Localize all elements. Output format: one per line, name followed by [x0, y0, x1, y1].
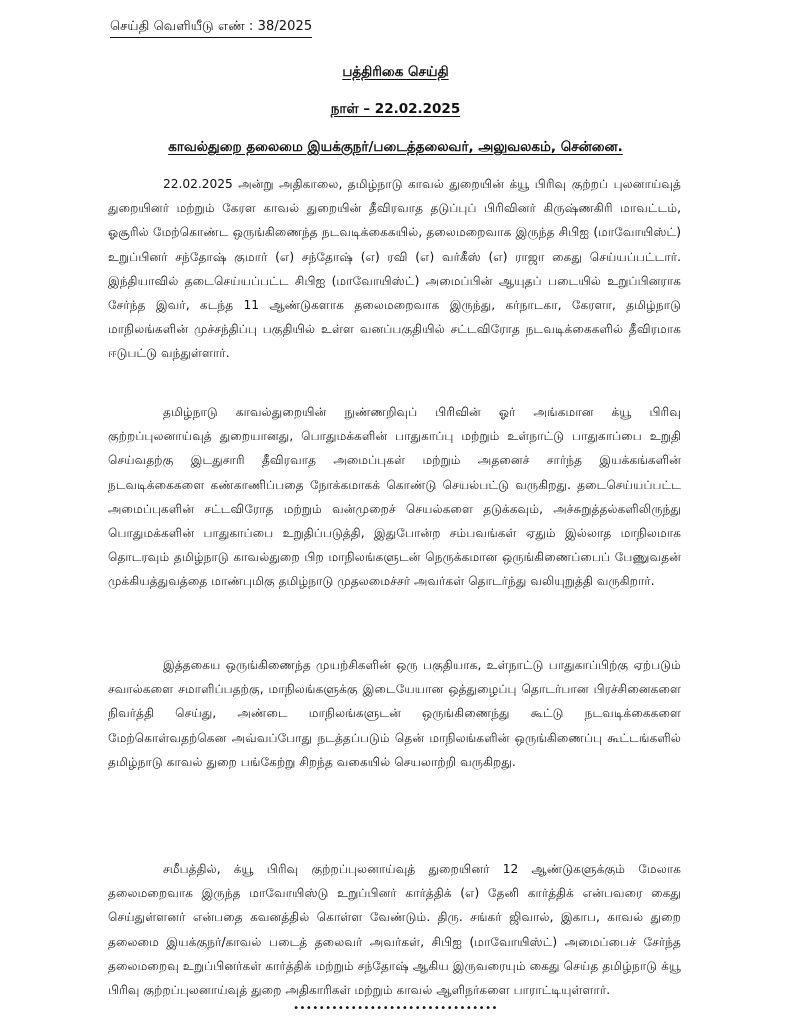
end-of-document-mark: ••••••••••••••••••••••••••••••••	[293, 1003, 498, 1014]
release-number-line	[110, 19, 312, 35]
paragraph-1: 22.02.2025 அன்று அதிகாலை, தமிழ்நாடு காவல் துறையின் க்யூ பிரிவு குற்றப் புலனாய்வுத் துறையினர் மற்றும் கேரள காவல் துறையின் தீவிரவாத தடுப்புப் பிரிவினர் கிருஷ்ணகிரி மாவட்டம், ஓசூரில் மேற்கொண்ட ஒருங்கிணைந்த நடவடிக்கைகயில், தலைமறைவாக இருந்த சிபிஐ (மாவோயிஸ்ட்) உறுப்பினர் சந்தோஷ் குமார் (எ) சந்தோஷ் (எ) ரவி (எ) வர்கீஸ் (எ) ராஜா கைது செய்யப்பட்டார். இந்தியாவில் தடைசெய்யப்பட்ட சிபிஐ (மாவோயிஸ்ட்) அமைப்பின் ஆயுதப் படையில் உறுப்பினராக சேர்ந்த இவர், கடந்த 11 ஆண்டுகளாக தலைமறைவாக இருந்து, கர்நாடகா, கேரளா, தமிழ்நாடு மாநிலங்களின் முச்சந்திப்பு பகுதியில் உள்ள வனப்பகுதியில் சட்டவிரோத நடவடிக்கைகளில் தீவிரமாக ஈடுபட்டு வந்துள்ளார்.	[108, 177, 681, 361]
office-line-text: காவல்துறை தலைமை இயக்குநர்/படைத்தலைவர், அலுவலகம், சென்னை.	[168, 139, 623, 155]
paragraph-2: தமிழ்நாடு காவல்துறையின் நுண்ணறிவுப் பிரிவின் ஓர் அங்கமான க்யூ பிரிவு குற்றப்புலனாய்வுத் துறையானது, பொதுமக்களின் பாதுகாப்பு மற்றும் உள்நாட்டு பாதுகாப்பை உறுதி செய்வதற்கு இடதுசாரி தீவிரவாத அமைப்புகள் மற்றும் அதனைச் சார்ந்த இயக்கங்களின் நடவடிக்கைகளை கண்காணிப்பதை நோக்கமாகக் கொண்டு செயல்பட்டு வருகிறது. தடைசெய்யப்பட்ட அமைப்புகளின் சட்டவிரோத மற்றும் வன்முறைச் செயல்களை தடுக்கவும், அச்சுறுத்தல்களிலிருந்து பொதுமக்களின் பாதுகாப்பை உறுதிப்படுத்தி, இதுபோன்ற சம்பவங்கள் ஏதும் இல்லாத மாநிலமாக தொடரவும் தமிழ்நாடு காவல்துறை பிற மாநிலங்களுடன் நெருக்கமான ஒருங்கிணைப்பைப் பேணுவதன் முக்கியத்துவத்தை மாண்புமிகு தமிழ்நாடு முதலமைச்சர் அவர்கள் தொடர்ந்து வலியுறுத்தி வருகிறார்.	[108, 405, 681, 589]
paragraph-4: சமீபத்தில், க்யூ பிரிவு குற்றப்புலனாய்வுத் துறையினர் 12 ஆண்டுகளுக்கும் மேலாக தலைமறைவாக இருந்த மாவோயிஸ்டு உறுப்பினர் கார்த்திக் (எ) தேனி கார்த்திக் என்பவரை கைது செய்துள்ளனர் என்பதை கவனத்தில் கொள்ள வேண்டும். திரு. சங்கர் ஜிவால், இகாப, காவல் துறை தலைமை இயக்குநர்/காவல் படைத் தலைவர் அவர்கள், சிபிஐ (மாவோயிஸ்ட்) அமைப்பைச் சேர்ந்த தலைமறைவு உறுப்பினர்கள் கார்த்திக் மற்றும் சந்தோஷ் ஆகிய இருவரையும் கைது செய்த தமிழ்நாடு க்யூ பிரிவு குற்றப்புலனாய்வுத் துறை அதிகாரிகள் மற்றும் காவல் ஆளிநர்களை பாராட்டியுள்ளார்.	[108, 862, 681, 998]
office-line	[0, 139, 791, 157]
date-line	[0, 101, 791, 119]
date-line-text: நாள் – 22.02.2025	[330, 101, 461, 117]
document-title	[0, 64, 791, 82]
release-label: செய்தி வெளியீடு எண்	[110, 19, 245, 34]
release-number: : 38/2025	[248, 19, 313, 34]
paragraph-3: இத்தகைய ஒருங்கிணைந்த முயற்சிகளின் ஒரு பகுதியாக, உள்நாட்டு பாதுகாப்பிற்கு ஏற்படும் சவால்களை சமாளிப்பதற்கு, மாநிலங்களுக்கு இடையேயான ஒத்துழைப்பு தொடர்பான பிரச்சினைகளை நிவர்த்தி செய்து, அண்டை மாநிலங்களுடன் ஒருங்கிணைந்து கூட்டு நடவடிக்கைகளை மேற்கொள்வதற்கென அவ்வப்போது நடத்தப்படும் தென் மாநிலங்களின் ஒருங்கிணைப்பு கூட்டங்களில் தமிழ்நாடு காவல் துறை பங்கேற்று சிறந்த வகையில் செயலாற்றி வருகிறது.	[108, 658, 681, 769]
release-underline	[110, 37, 312, 38]
document-title-text: பத்திரிகை செய்தி	[342, 64, 449, 80]
